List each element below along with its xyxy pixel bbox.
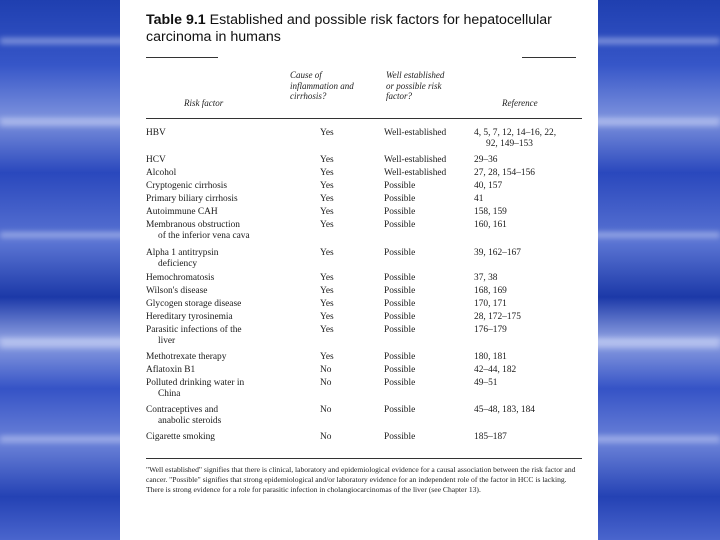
risk-factor-text: Cigarette smoking: [146, 432, 215, 442]
risk-factor-text: Polluted drinking water in: [146, 378, 245, 388]
references-text: 4, 5, 7, 12, 14–16, 22,: [474, 128, 557, 138]
risk-factor-cell: [146, 220, 294, 242]
cause-cell: Yes: [320, 155, 334, 165]
status-cell: Possible: [384, 207, 416, 217]
references-cell: [474, 405, 584, 416]
status-cell: Possible: [384, 220, 416, 230]
header-rule: [146, 118, 582, 119]
table-title: [146, 12, 586, 46]
cause-cell: Yes: [320, 181, 334, 191]
references-cell: [474, 168, 584, 179]
title-rule-right: [522, 57, 576, 58]
cause-cell: Yes: [320, 194, 334, 204]
risk-factor-cell: [146, 194, 294, 205]
cause-cell: Yes: [320, 207, 334, 217]
status-cell: Possible: [384, 273, 416, 283]
cause-cell: Yes: [320, 273, 334, 283]
table-bottom-rule: [146, 458, 582, 459]
status-cell: Possible: [384, 299, 416, 309]
header-risk-factor: Risk factor: [184, 98, 224, 108]
references-cell: [474, 312, 584, 323]
title-rule: [146, 57, 218, 58]
status-cell: Possible: [384, 365, 416, 375]
header-references: Reference: [502, 98, 538, 108]
cause-cell: No: [320, 365, 332, 375]
references-text: 168, 169: [474, 286, 507, 296]
status-cell: Possible: [384, 325, 416, 335]
risk-factor-cell: [146, 405, 294, 427]
risk-factor-cell: [146, 352, 294, 363]
risk-factor-text: Primary biliary cirrhosis: [146, 194, 238, 204]
status-cell: Possible: [384, 194, 416, 204]
references-text: 180, 181: [474, 352, 507, 362]
risk-factor-text: Alcohol: [146, 168, 177, 178]
references-cell: [474, 248, 584, 259]
footnote-a: "Well established" signifies that there is clinical, laboratory and epidemiological evidence for a causal association between the risk factor and cancer. "Possible" signifies that strong epidemiological and/or laboratory evidence for an independent role of the factor in HCC is lacking.: [146, 465, 576, 485]
references-text: 41: [474, 194, 484, 204]
references-text: 29–36: [474, 155, 498, 165]
risk-factor-cell: [146, 273, 294, 284]
references-cell: [474, 378, 584, 389]
table-caption: Established and possible risk factors for hepatocellular carcinoma in humans: [146, 12, 552, 45]
status-cell: Possible: [384, 286, 416, 296]
risk-factor-cell: [146, 365, 294, 376]
cause-cell: Yes: [320, 312, 334, 322]
risk-factor-text: Membranous obstruction: [146, 220, 240, 230]
cause-cell: Yes: [320, 128, 334, 138]
cause-cell: No: [320, 378, 332, 388]
risk-factor-cell: [146, 432, 294, 443]
risk-factor-cell: [146, 168, 294, 179]
references-text: 185–187: [474, 432, 507, 442]
cause-cell: Yes: [320, 248, 334, 258]
header-cause-line2: inflammation and: [290, 80, 354, 91]
references-text: 170, 171: [474, 299, 507, 309]
references-cell: [474, 194, 584, 205]
references-text: 176–179: [474, 325, 507, 335]
table-number: Table 9.1: [146, 12, 206, 28]
risk-factor-cell: [146, 286, 294, 297]
status-cell: Possible: [384, 312, 416, 322]
document-page: [120, 0, 598, 540]
references-cell: [474, 207, 584, 218]
risk-factor-text: Cryptogenic cirrhosis: [146, 181, 227, 191]
references-text: 39, 162–167: [474, 248, 521, 258]
references-cell: [474, 299, 584, 310]
risk-factor-text: Glycogen storage disease: [146, 299, 242, 309]
risk-factor-text: Hemochromatosis: [146, 273, 215, 283]
status-cell: Possible: [384, 378, 416, 388]
references-cell: [474, 286, 584, 297]
risk-factor-text: Autoimmune CAH: [146, 207, 218, 217]
risk-factor-cell: [146, 128, 294, 139]
risk-factor-cell: [146, 181, 294, 192]
cause-cell: No: [320, 405, 332, 415]
risk-factor-cell: [146, 155, 294, 166]
risk-factor-cell: [146, 248, 294, 270]
references-continuation: 92, 149–153: [486, 139, 533, 149]
status-cell: Well-established: [384, 168, 447, 178]
cause-cell: Yes: [320, 325, 334, 335]
risk-factor-cell: [146, 207, 294, 218]
status-cell: Possible: [384, 248, 416, 258]
risk-factor-cell: [146, 312, 294, 323]
references-cell: [474, 325, 584, 336]
references-cell: [474, 365, 584, 376]
cause-cell: Yes: [320, 168, 334, 178]
references-cell: [474, 432, 584, 443]
cause-cell: Yes: [320, 286, 334, 296]
header-cause-line1: Cause of: [290, 70, 322, 80]
risk-factor-text: Alpha 1 antitrypsin: [146, 248, 219, 258]
status-cell: Possible: [384, 432, 416, 442]
risk-factor-continuation: anabolic steroids: [158, 416, 222, 426]
references-cell: [474, 273, 584, 284]
cause-cell: Yes: [320, 299, 334, 309]
references-cell: [474, 128, 584, 150]
references-text: 37, 38: [474, 273, 498, 283]
status-cell: Possible: [384, 405, 416, 415]
risk-factor-text: Aflatoxin B1: [146, 365, 196, 375]
header-status-line1: Well established: [386, 70, 445, 80]
risk-factor-continuation: of the inferior vena cava: [158, 231, 250, 241]
cause-cell: Yes: [320, 352, 334, 362]
header-status-line3: factor?: [386, 91, 412, 101]
risk-factor-text: Methotrexate therapy: [146, 352, 227, 362]
references-text: 160, 161: [474, 220, 507, 230]
header-status: [386, 70, 444, 102]
references-text: 158, 159: [474, 207, 507, 217]
status-cell: Well-established: [384, 155, 447, 165]
references-cell: [474, 352, 584, 363]
risk-factor-text: Contraceptives and: [146, 405, 219, 415]
risk-factor-text: Hereditary tyrosinemia: [146, 312, 233, 322]
references-text: 45–48, 183, 184: [474, 405, 535, 415]
status-cell: Possible: [384, 181, 416, 191]
footnotes: [146, 465, 578, 496]
references-cell: [474, 220, 584, 231]
references-text: 42–44, 182: [474, 365, 517, 375]
status-cell: Well-established: [384, 128, 447, 138]
references-cell: [474, 181, 584, 192]
cause-cell: Yes: [320, 220, 334, 230]
status-cell: Possible: [384, 352, 416, 362]
cause-cell: No: [320, 432, 332, 442]
footnote-b: There is strong evidence for a role for parasitic infection in cholangiocarcinomas of the liver (see Chapter 13).: [146, 485, 481, 495]
header-status-line2: or possible risk: [386, 80, 442, 91]
risk-factor-text: HCV: [146, 155, 166, 165]
risk-factor-continuation: China: [158, 389, 181, 399]
risk-factor-continuation: deficiency: [158, 259, 198, 269]
risk-factor-cell: [146, 378, 294, 400]
risk-factor-text: Parasitic infections of the: [146, 325, 242, 335]
risk-factor-cell: [146, 299, 294, 310]
risk-factor-text: HBV: [146, 128, 166, 138]
risk-factor-cell: [146, 325, 294, 347]
header-cause-line3: cirrhosis?: [290, 91, 327, 101]
references-text: 28, 172–175: [474, 312, 521, 322]
references-text: 27, 28, 154–156: [474, 168, 535, 178]
risk-factor-continuation: liver: [158, 336, 176, 346]
references-cell: [474, 155, 584, 166]
header-cause: [290, 70, 354, 102]
risk-factor-text: Wilson's disease: [146, 286, 208, 296]
references-text: 49–51: [474, 378, 498, 388]
references-text: 40, 157: [474, 181, 503, 191]
